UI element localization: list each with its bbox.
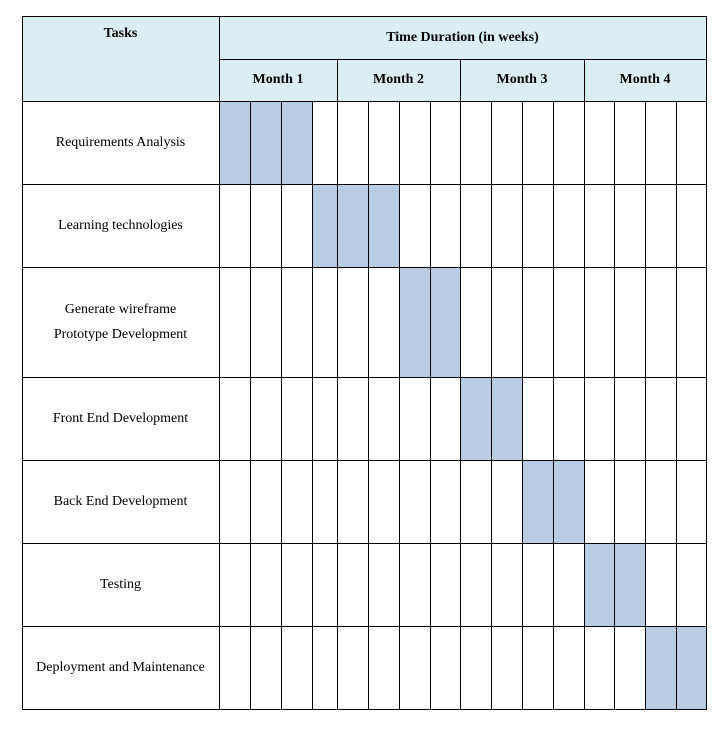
grid-line [337, 101, 338, 710]
grid-line [430, 101, 431, 710]
table-border [706, 16, 707, 710]
table-border [22, 16, 707, 17]
grid-line [399, 101, 400, 710]
grid-line [584, 101, 585, 710]
task-bar [312, 184, 399, 267]
grid-line [22, 267, 707, 268]
task-label: Requirements Analysis [55, 135, 186, 150]
grid-line [250, 101, 251, 710]
grid-line [522, 101, 523, 710]
grid-line [460, 59, 461, 102]
grid-line [22, 101, 707, 102]
task-label: Generate wireframe Prototype Development [53, 302, 188, 342]
grid-line [22, 709, 707, 710]
month-header: Month 1 [252, 72, 304, 87]
task-label: Testing [99, 577, 141, 592]
grid-line [676, 101, 677, 710]
grid-line [22, 460, 707, 461]
grid-line [460, 101, 461, 710]
task-label: Learning technologies [58, 218, 183, 233]
grid-line [553, 101, 554, 710]
grid-line [219, 16, 220, 710]
task-bar [219, 101, 312, 184]
month-header: Month 3 [496, 72, 548, 87]
task-label: Front End Development [52, 411, 189, 426]
grid-line [312, 101, 313, 710]
tasks-header: Tasks [103, 26, 138, 41]
task-label: Deployment and Maintenance [36, 660, 205, 675]
task-label: Back End Development [53, 494, 188, 509]
grid-line [22, 184, 707, 185]
grid-line [614, 101, 615, 710]
grid-line [645, 101, 646, 710]
grid-line [337, 59, 338, 102]
grid-line [584, 59, 585, 102]
grid-line [219, 59, 707, 60]
grid-line [281, 101, 282, 710]
grid-line [491, 101, 492, 710]
grid-line [22, 543, 707, 544]
grid-line [22, 626, 707, 627]
table-border [22, 16, 23, 710]
grid-line [368, 101, 369, 710]
month-header: Month 4 [619, 72, 671, 87]
grid-line [22, 377, 707, 378]
month-header: Month 2 [373, 72, 424, 87]
time-duration-header: Time Duration (in weeks) [386, 29, 539, 45]
